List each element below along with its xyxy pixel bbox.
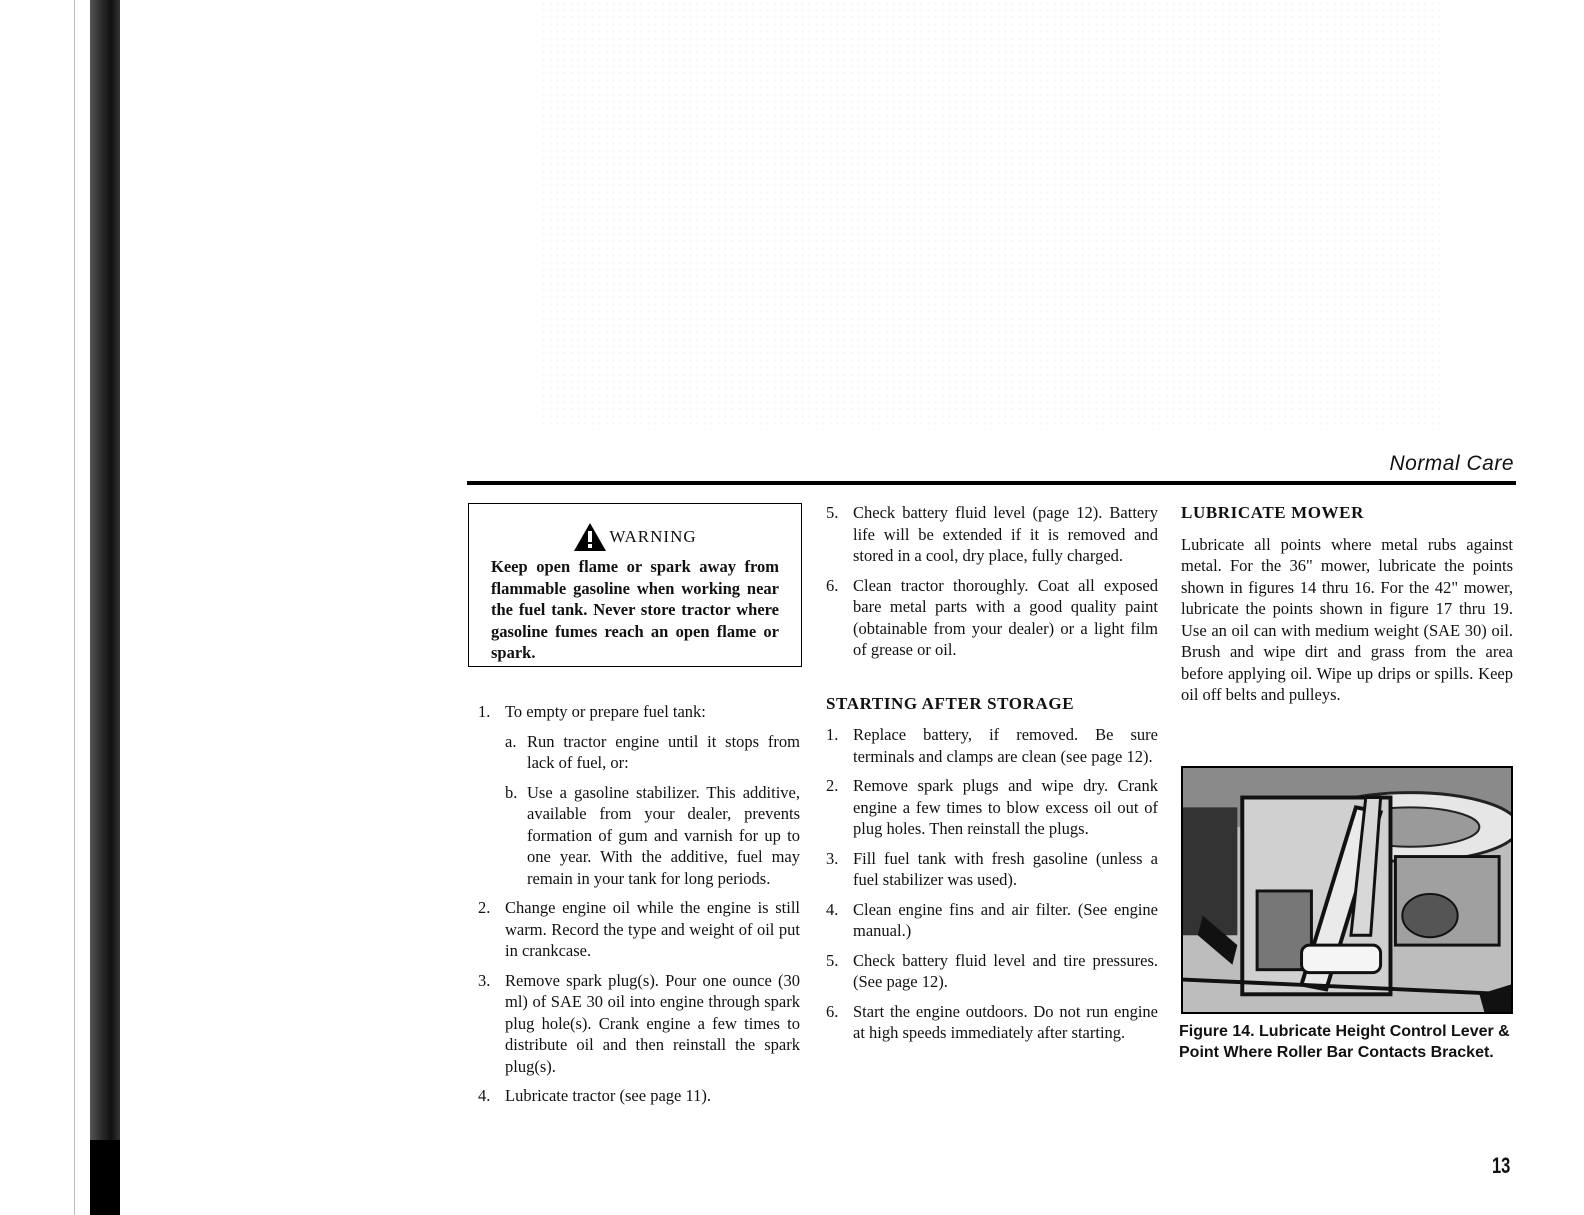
storage-steps-column-2 (826, 502, 1158, 1052)
step-text: Remove spark plug(s). Pour one ounce (30 ml) of SAE 30 oil into engine through spark plug hole(s). Crank engine a few times to distribute oil and then reinstall the spark plug(s). (505, 970, 800, 1076)
step-text: Check battery fluid level (page 12). Battery life will be extended if it is removed and stored in a cool, dry place, fully charged. (853, 503, 1158, 565)
section-title: Normal Care (1389, 452, 1514, 475)
step-text: Lubricate tractor (see page 11). (505, 1086, 711, 1105)
step-text: Remove spark plugs and wipe dry. Crank engine a few times to blow excess oil out of plug holes. Then reinstall the plugs. (853, 776, 1158, 838)
sub-steps (505, 731, 800, 890)
step-number: 3. (478, 970, 491, 990)
step-number: 4. (826, 899, 839, 919)
step-number: 2. (478, 898, 491, 917)
step-number: 6. (826, 575, 839, 595)
step-text: Check battery fluid level and tire pressures. (See page 12). (853, 950, 1158, 991)
starting-step (826, 899, 1158, 942)
starting-heading: STARTING AFTER STORAGE (826, 693, 1075, 713)
sub-step (505, 782, 800, 890)
step-text: Start the engine outdoors. Do not run engine at high speeds immediately after starting. (853, 1001, 1158, 1042)
lubricate-column (1181, 502, 1513, 706)
step-text: Fill fuel tank with fresh gasoline (unless a fuel stabilizer was used). (853, 848, 1158, 889)
storage-step (826, 575, 1158, 661)
step-text: Change engine oil while the engine is still warm. Record the type and weight of oil put in crankcase. (505, 898, 800, 960)
page-binding-shadow (90, 0, 120, 1215)
warning-box (468, 503, 802, 667)
lubricate-text: Lubricate all points where metal rubs against metal. For the 36" mower, lubricate the points shown in figures 14 thru 16. For the 42" mower, lubricate the points shown in figure 17 thru 19. Use an oil can with medium weight (SAE 30) oil. Brush and wipe dirt and grass from the area before applying oil. Wipe up drips or spills. Keep oil off belts and pulleys. (1181, 534, 1513, 704)
lubricate-heading: LUBRICATE MOWER (1181, 503, 1364, 522)
warning-label: WARNING (609, 527, 697, 546)
starting-step (826, 950, 1158, 993)
sub-step-letter: a. (505, 731, 517, 751)
sub-step-text: Use a gasoline stabilizer. This additive, available from your dealer, prevents formation of gum and varnish for up to one year. With the additive, fuel may remain in your tank for long periods. (527, 782, 800, 888)
warning-text: Keep open flame or spark away from flammable gasoline when working near the fuel tank. Never store tractor where gasoline fumes reach an open flame or spark. (491, 557, 779, 662)
storage-step (478, 970, 800, 1078)
starting-step (826, 724, 1158, 767)
storage-step (478, 897, 800, 962)
storage-step (478, 701, 800, 889)
warning-triangle-icon (573, 522, 607, 552)
step-number: 4. (478, 1086, 491, 1105)
step-number: 1. (826, 725, 839, 744)
step-number: 5. (826, 950, 839, 970)
figure-14-photo (1181, 766, 1513, 1014)
step-text: Clean tractor thoroughly. Coat all exposed bare metal parts with a good quality paint (obtainable from your dealer) or a light film of grease or oil. (853, 575, 1158, 659)
page-number: 13 (1492, 1153, 1511, 1178)
step-number: 2. (826, 776, 839, 795)
step-number: 5. (826, 503, 839, 522)
sub-step-text: Run tractor engine until it stops from lack of fuel, or: (527, 731, 800, 772)
warning-header (491, 522, 779, 552)
scan-edge (74, 0, 75, 1215)
mower-height-control-lever-photo (1183, 768, 1511, 1012)
step-text: To empty or prepare fuel tank: (505, 702, 706, 721)
starting-step (826, 848, 1158, 891)
step-number: 3. (826, 848, 839, 868)
step-text: Clean engine fins and air filter. (See engine manual.) (853, 899, 1158, 940)
starting-step (826, 775, 1158, 840)
step-number: 6. (826, 1001, 839, 1021)
step-number: 1. (478, 702, 491, 721)
step-text: Replace battery, if removed. Be sure terminals and clamps are clean (see page 12). (853, 725, 1158, 766)
storage-step (826, 502, 1158, 567)
sub-step (505, 731, 800, 774)
header-rule (467, 481, 1516, 485)
storage-steps-column-1 (478, 701, 800, 1115)
storage-step (478, 1085, 800, 1107)
figure-caption: Figure 14. Lubricate Height Control Lever & Point Where Roller Bar Contacts Bracket. (1179, 1023, 1510, 1061)
starting-step (826, 1001, 1158, 1044)
sub-step-letter: b. (505, 782, 518, 802)
blank-scan-area (540, 0, 1440, 430)
